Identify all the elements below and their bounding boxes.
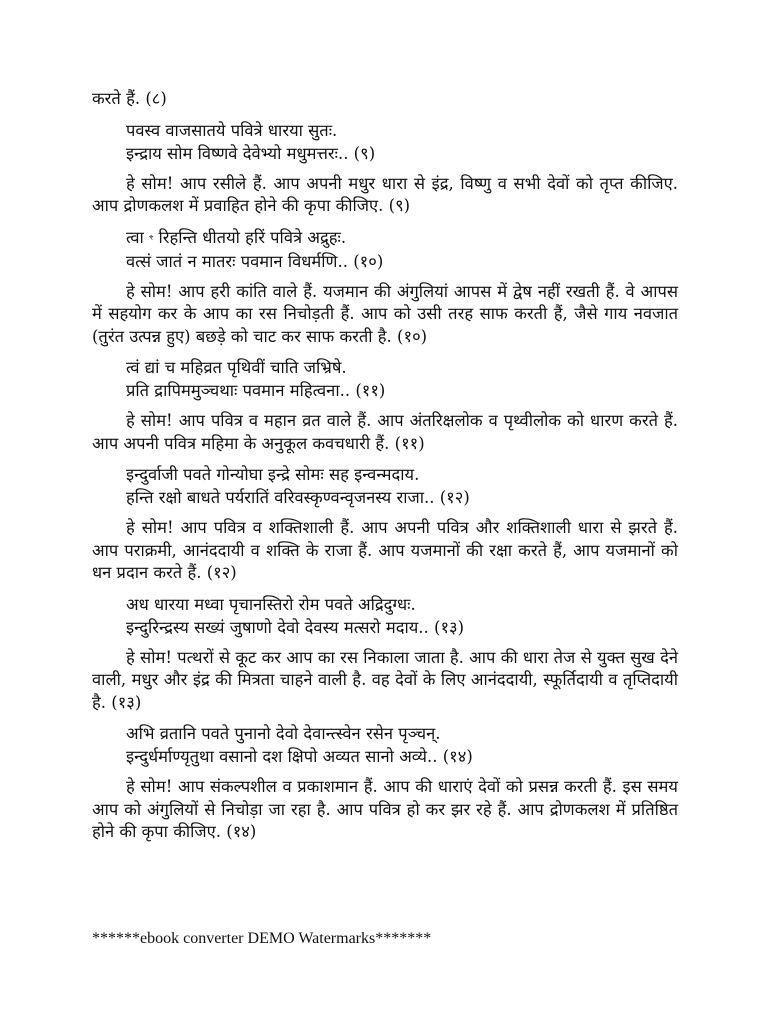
continuation-line: करते हैं. (८) xyxy=(92,89,167,108)
translation-9: हे सोम! आप रसीले हैं. आप अपनी मधुर धारा से इंद्र, विष्णु व सभी देवों को तृप्त कीजिए. आप द्रोणकलश में प्रवाहित होने की कृपा कीजिए. (९) xyxy=(92,173,678,215)
translation-13: हे सोम! पत्थरों से कूट कर आप का रस निकाला जाता है. आप की धारा तेज से युक्त सुख देने वाली, मधुर और इंद्र की मित्रता चाहने वाली है. वह देवों के लिए आनंददायी, स्फूर्तिदायी व तृप्तिदायी है. (१३) xyxy=(92,647,678,712)
document-page xyxy=(92,88,678,852)
watermark-text: ******ebook converter DEMO Watermarks******* xyxy=(92,930,432,947)
translation-10: हे सोम! आप हरी कांति वाले हैं. यजमान की अंगुलियां आपस में द्वेष नहीं रखती हैं. वे आपस में सहयोग कर के आप का रस निचोड़ती हैं. आप को उसी तरह साफ करती हैं, जैसे गाय नवजात (तुरंत उत्पन्न हुए) बछड़े को चाट कर साफ करती है. (१०) xyxy=(92,281,678,346)
verse-line: अभि व्रतानि पवते पुनानो देवो देवान्त्स्वेन रसेन पृञ्चन्. xyxy=(126,724,441,743)
verse-10 xyxy=(92,226,678,273)
verse-line: अध धारया मध्वा पृचानस्तिरो रोम पवते अद्रिदुग्धः. xyxy=(126,594,416,614)
translation-12: हे सोम! आप पवित्र व शक्तिशाली हैं. आप अपनी पवित्र और शक्तिशाली धारा से झरते हैं. आप पराक्रमी, आनंददायी व शक्ति के राजा हैं. आप यजमानों की रक्षा करते हैं, आप यजमानों को धन प्रदान करते हैं. (१२) xyxy=(92,518,678,582)
verse-word: रिहन्ति धीतयो हरिं पवित्रे अद्रुहः. xyxy=(158,227,347,247)
verse-line: इन्द्राय सोम विष्णवे देवेभ्यो मधुमत्तरः.. (९) xyxy=(126,143,376,163)
verse-line: इन्दुर्धर्माण्यृतुथा वसानो दश क्षिपो अव्यत सानो अव्ये.. (१४) xyxy=(126,747,473,766)
verse-word: त्वा xyxy=(126,227,144,247)
verse-12 xyxy=(92,463,678,509)
verse-11 xyxy=(92,356,678,402)
verse-line: इन्दुरिन्द्रस्य सख्यं जुषाणो देवो देवस्य मत्सरो मदाय.. (१३) xyxy=(126,617,465,637)
verse-13 xyxy=(92,593,678,639)
verse-line: वत्सं जातं न मातरः पवमान विधर्मणि.. (१०) xyxy=(126,251,384,271)
verse-line: इन्दुर्वाजी पवते गोन्योघा इन्द्रे सोमः सह इन्वन्मदाय. xyxy=(126,465,420,484)
verse-9 xyxy=(92,119,678,165)
translation-11: हे सोम! आप पवित्र व महान व्रत वाले हैं. आप अंतरिक्षलोक व पृथ्वीलोक को धारण करते हैं. आप अपनी पवित्र महिमा के अनुकूल कवचधारी हैं. (११) xyxy=(92,411,678,453)
verse-line: हन्ति रक्षो बाधते पर्यरातिं वरिवस्कृण्वन्वृजनस्य राजा.. (१२) xyxy=(126,488,470,507)
verse-14 xyxy=(92,722,678,768)
translation-14: हे सोम! आप संकल्पशील व प्रकाशमान हैं. आप की धाराएं देवों को प्रसन्न करती हैं. इस समय आप को अंगुलियों से निचोड़ा जा रहा है. आप पवित्र हो कर झर रहे हैं. आप द्रोणकलश में प्रतिष्ठित होने की कृपा कीजिए. (१४) xyxy=(92,777,678,841)
verse-line: पवस्व वाजसातये पवित्रे धारया सुतः. xyxy=(126,120,338,140)
verse-line: त्वं द्यां च महिव्रत पृथिवीं चाति जभ्रिषे. xyxy=(126,358,347,377)
verse-line: प्रति द्रापिममुञ्चथाः पवमान महित्वना.. (११) xyxy=(126,381,386,400)
special-glyph-icon: ꣳ xyxy=(149,231,154,245)
verse-line xyxy=(126,226,678,250)
